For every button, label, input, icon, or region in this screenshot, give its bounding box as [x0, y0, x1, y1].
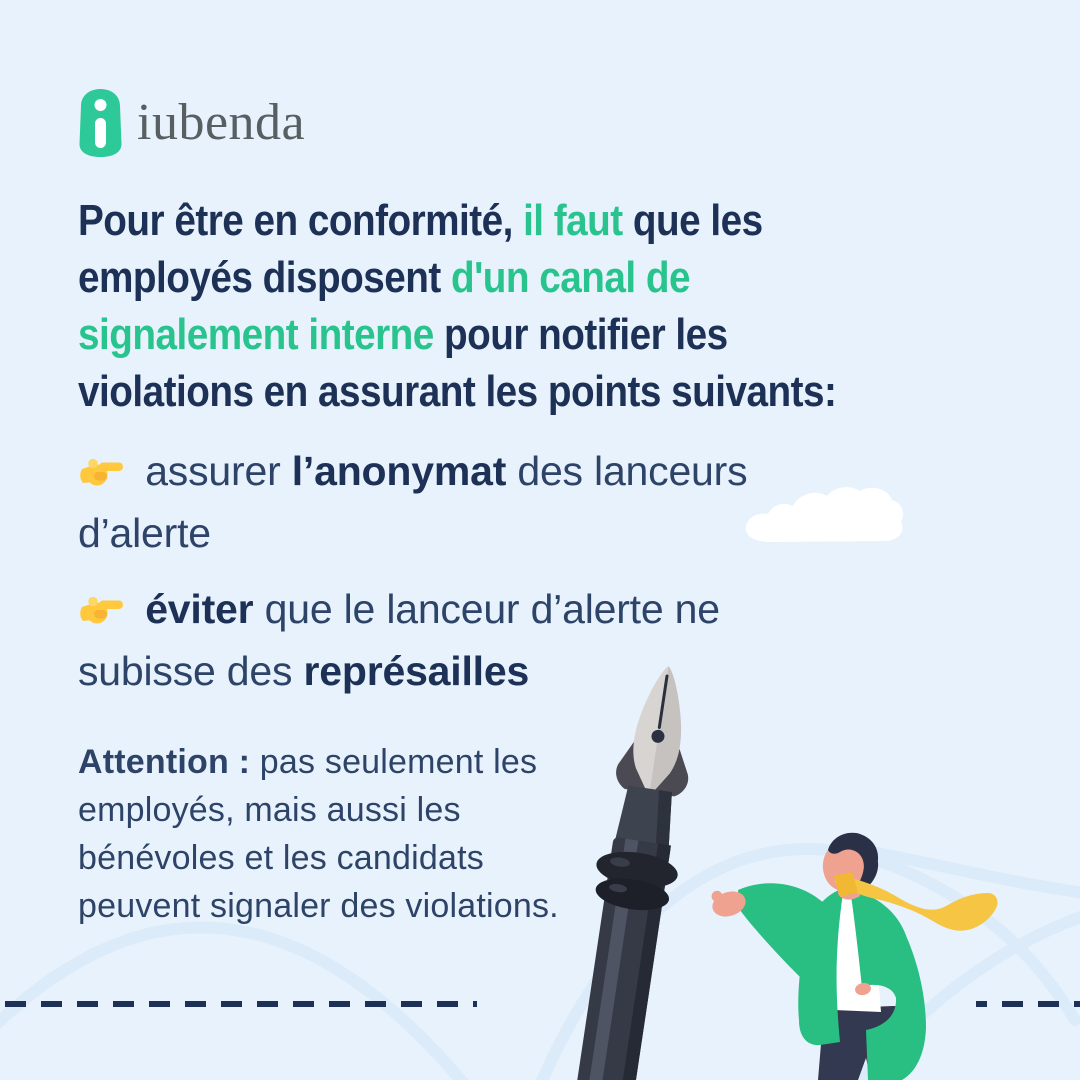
bullet-retaliation: éviter que le lanceur d’alerte ne subisse des représailles	[78, 586, 720, 694]
pointing-finger-icon	[78, 453, 124, 489]
pointing-finger-icon	[78, 591, 124, 627]
iubenda-keyhole-icon	[78, 88, 123, 158]
headline: Pour être en conformité, il faut que les employés disposent d'un canal de signalement interne pour notifier les violations en assurant les points suivants:	[78, 196, 837, 416]
iubenda-wordmark: iubenda	[137, 94, 306, 151]
attention-note: Attention : pas seulement les employés, mais aussi les bénévoles et les candidats peuvent signaler des violations.	[78, 743, 559, 925]
cloud-icon	[746, 487, 903, 542]
bullet-list	[78, 440, 747, 702]
bullet-anonymity: assurer l’anonymat des lanceurs d’alerte	[78, 448, 748, 556]
iubenda-logo	[78, 88, 305, 158]
